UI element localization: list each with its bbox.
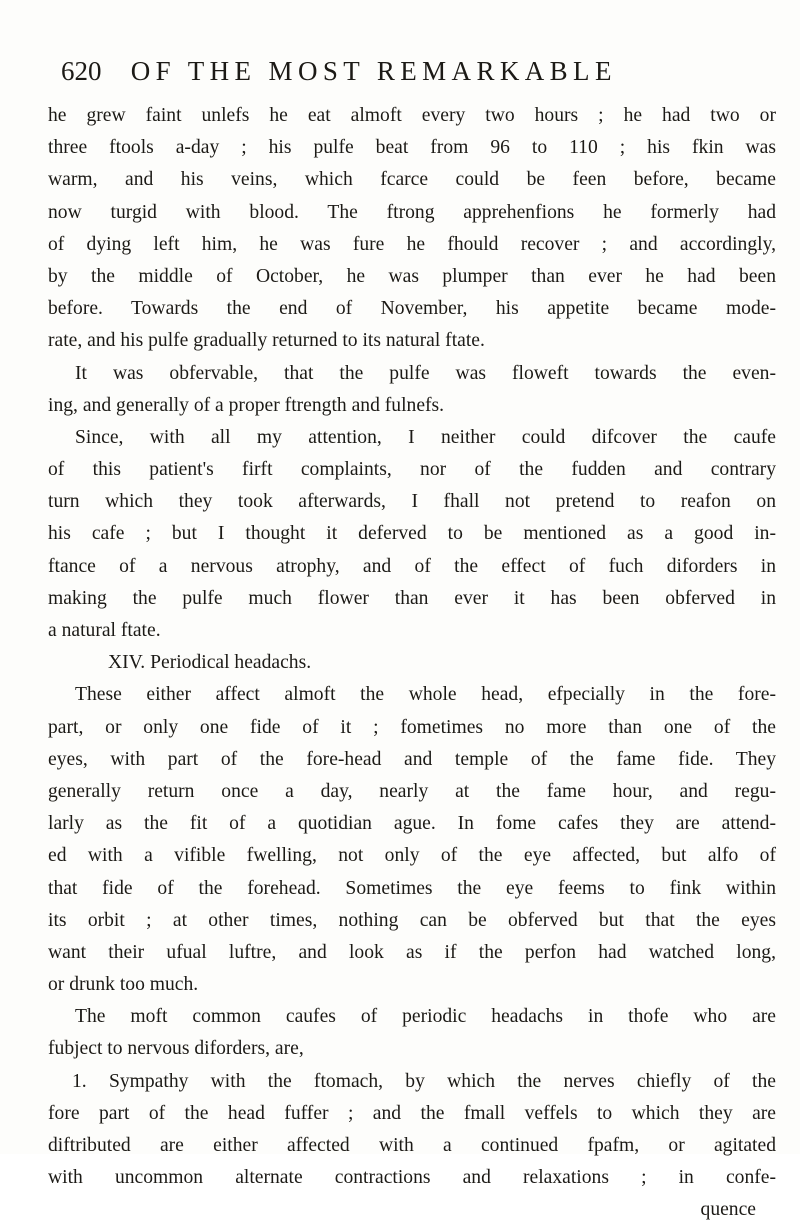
- text-line: he grew faint unlefs he eat almoft every two hours ; he had two or: [48, 105, 776, 126]
- running-title: OF THE MOST REMARKABLE: [130, 56, 617, 86]
- text-line: by the middle of October, he was plumper than ever he had been: [48, 265, 776, 287]
- text-line: fore part of the head fuffer ; and the fmall veffels to which they are: [48, 1102, 776, 1124]
- text-line: rate, and his pulfe gradually returned to its natural ftate.: [48, 330, 485, 352]
- text-line: diftributed are either affected with a continued fpafm, or agitated: [48, 1135, 776, 1156]
- text-line: now turgid with blood. The ftrong apprehenfions he formerly had: [48, 201, 776, 223]
- text-line: three ftools a-day ; his pulfe beat from 96 to 110 ; his fkin was: [48, 137, 776, 159]
- text-line: before. Towards the end of November, his appetite became mode-: [48, 298, 776, 320]
- text-line: ed with a vifible fwelling, not only of the eye affected, but alfo of: [48, 845, 776, 867]
- text-line: turn which they took afterwards, I fhall not pretend to reafon on: [48, 491, 776, 513]
- paragraph-start-line: 1. Sympathy with the ftomach, by which the nerves chiefly of the: [72, 1070, 776, 1092]
- text-line: with uncommon alternate contractions and relaxations ; in confe-: [48, 1167, 776, 1189]
- text-line: larly as the fit of a quotidian ague. In fome cafes they are attend-: [48, 813, 776, 835]
- text-line: generally return once a day, nearly at the fame hour, and regu-: [48, 780, 776, 802]
- paragraph-start-line: It was obfervable, that the pulfe was floweft towards the even-: [75, 362, 776, 384]
- text-line: making the pulfe much flower than ever it has been obferved in: [48, 587, 776, 609]
- page-number: 620: [61, 56, 102, 86]
- text-line: that fide of the forehead. Sometimes the eye feems to fink within: [48, 877, 776, 899]
- text-line: ing, and generally of a proper ftrength and fulnefs.: [48, 394, 445, 416]
- text-line: ftance of a nervous atrophy, and of the effect of fuch diforders in: [48, 555, 776, 577]
- paragraph-start-line: These either affect almoft the whole head, efpecially in the fore-: [75, 684, 776, 706]
- text-line: a natural ftate.: [48, 620, 161, 641]
- body-text: [48, 100, 776, 1227]
- text-line: of this patient's firft complaints, nor of the fudden and contrary: [48, 459, 776, 481]
- text-line: of dying left him, he was fure he fhould recover ; and accordingly,: [48, 233, 776, 255]
- running-header: [61, 56, 761, 96]
- text-line: part, or only one fide of it ; fometimes no more than one of the: [48, 716, 776, 738]
- section-heading: XIV. Periodical headachs.: [108, 652, 312, 674]
- text-line: warm, and his veins, which fcarce could be feen before, became: [48, 169, 776, 191]
- catchword: quence: [700, 1199, 756, 1221]
- text-line: eyes, with part of the fore-head and temple of the fame fide. They: [48, 748, 776, 770]
- paragraph-start-line: Since, with all my attention, I neither could difcover the caufe: [75, 426, 776, 448]
- text-line: its orbit ; at other times, nothing can be obferved but that the eyes: [48, 909, 776, 931]
- text-line: his cafe ; but I thought it deferved to be mentioned as a good in-: [48, 523, 776, 545]
- text-line: fubject to nervous diforders, are,: [48, 1038, 304, 1060]
- paragraph-start-line: The moft common caufes of periodic headachs in thofe who are: [75, 1006, 776, 1028]
- text-line: want their ufual luftre, and look as if the perfon had watched long,: [48, 941, 776, 963]
- text-line: or drunk too much.: [48, 974, 199, 996]
